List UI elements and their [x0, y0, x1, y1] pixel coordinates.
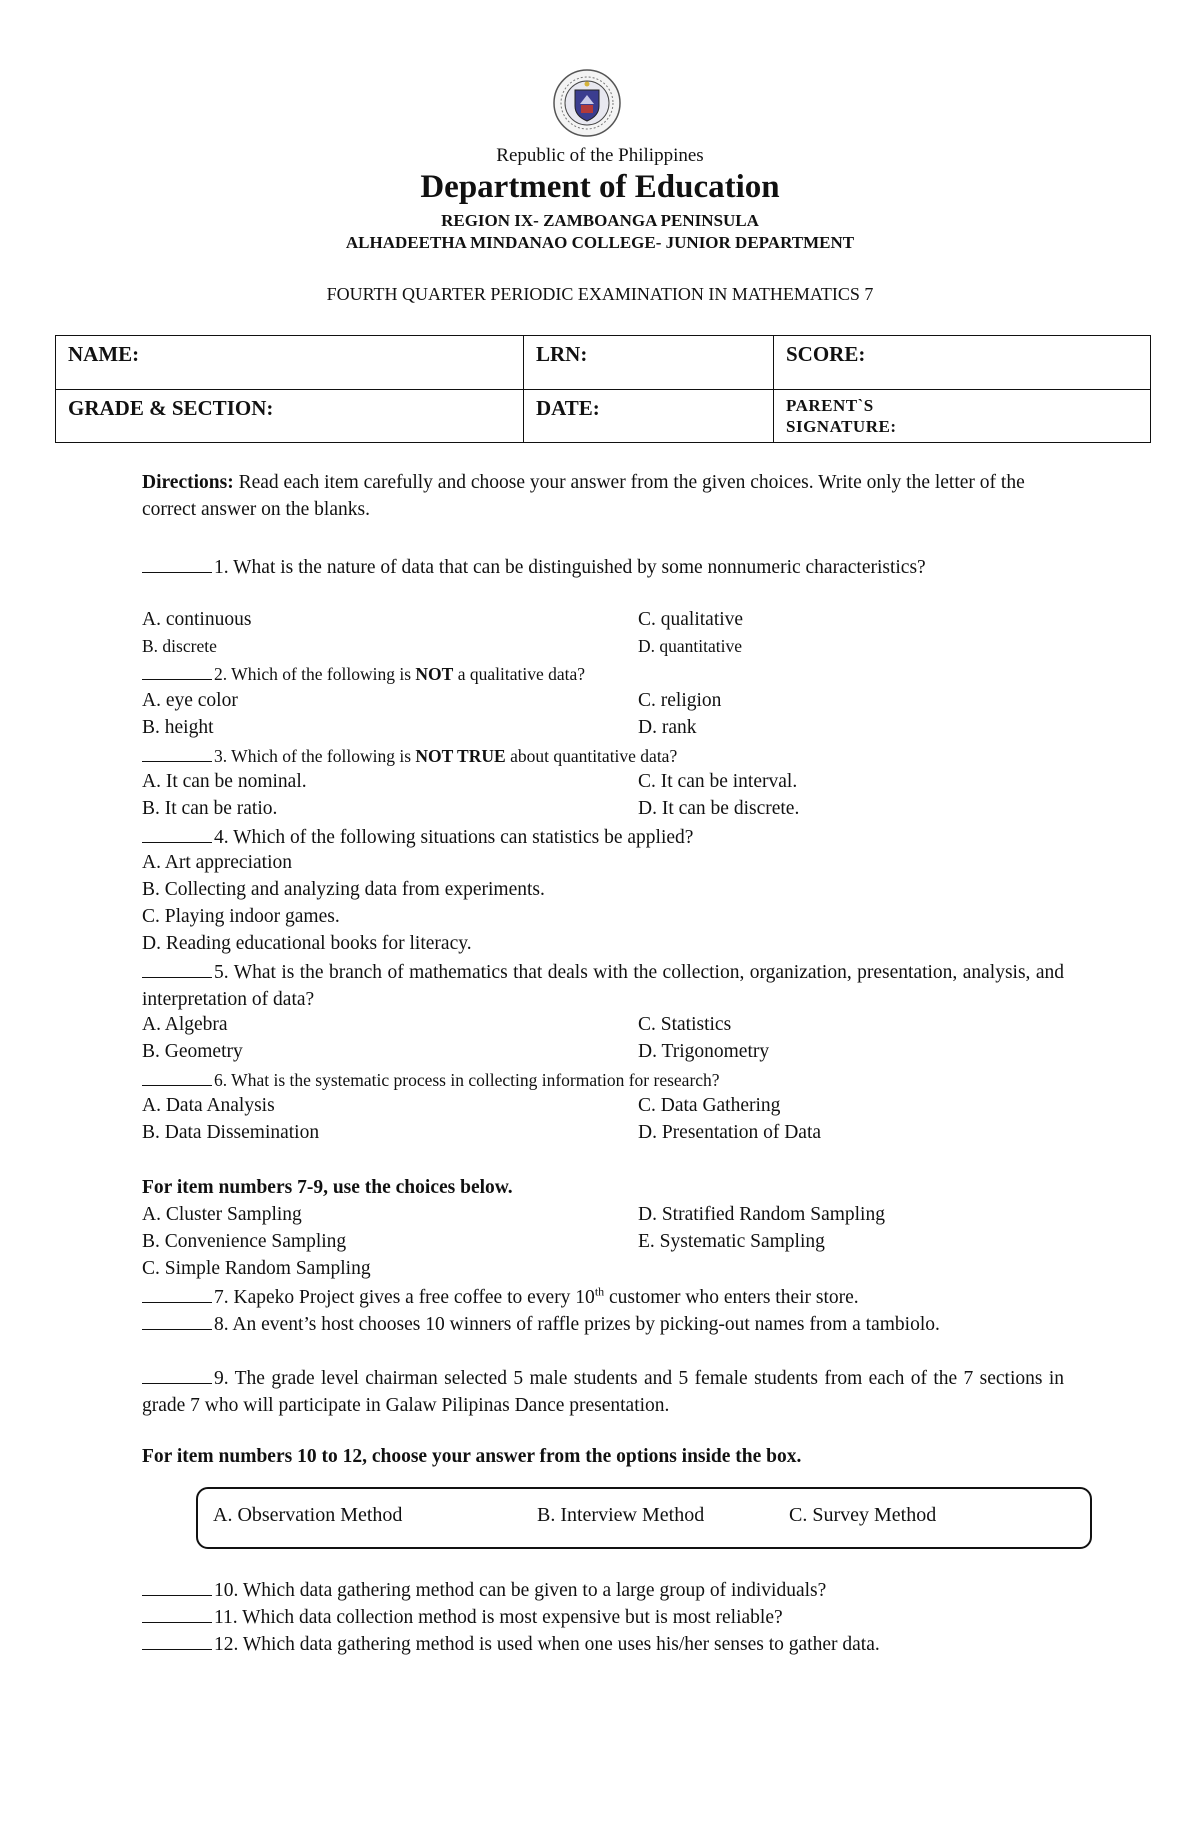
q5-choice-b: B. Geometry: [142, 1041, 243, 1062]
question-3: [142, 741, 1064, 770]
sampling-option-a: A. Cluster Sampling: [142, 1204, 302, 1225]
question-2-post: a qualitative data?: [453, 664, 585, 684]
q2-choice-d: D. rank: [638, 717, 697, 738]
question-7-pre: 7. Kapeko Project gives a free coffee to every 10: [214, 1287, 595, 1308]
question-2-emphasis: NOT: [415, 664, 454, 684]
q1-choice-a: A. continuous: [142, 609, 252, 630]
q5-choice-c: C. Statistics: [638, 1014, 732, 1035]
question-7-post: customer who enters their store.: [604, 1287, 859, 1308]
question-7-sup: th: [594, 1284, 605, 1299]
section-10-12-heading: For item numbers 10 to 12, choose your answer from the options inside the box.: [142, 1446, 802, 1467]
q1-choice-d: D. quantitative: [638, 636, 743, 656]
q3-choice-d: D. It can be discrete.: [638, 798, 800, 819]
q3-choice-b: B. It can be ratio.: [142, 798, 278, 819]
question-9: [142, 1363, 1064, 1419]
question-2: [142, 659, 1064, 688]
q3-choice-a: A. It can be nominal.: [142, 771, 307, 792]
method-option-b: B. Interview Method: [537, 1504, 705, 1526]
q6-choice-a: A. Data Analysis: [142, 1095, 275, 1116]
question-1: [142, 552, 1064, 581]
q6-choice-d: D. Presentation of Data: [638, 1122, 822, 1143]
method-option-a: A. Observation Method: [213, 1504, 403, 1526]
q4-choice-b: B. Collecting and analyzing data from experiments.: [142, 879, 545, 900]
answer-blank-3[interactable]: [142, 741, 212, 762]
method-option-c: C. Survey Method: [789, 1504, 937, 1526]
q1-choice-b: B. discrete: [142, 636, 217, 656]
school-line: ALHADEETHA MINDANAO COLLEGE- JUNIOR DEPARTMENT: [345, 233, 855, 252]
answer-blank-2[interactable]: [142, 659, 212, 680]
question-3-pre: 3. Which of the following is: [214, 746, 416, 766]
parent-signature-label-2: SIGNATURE:: [786, 416, 897, 436]
answer-blank-4[interactable]: [142, 822, 212, 843]
q5-choice-a: A. Algebra: [142, 1014, 228, 1035]
parent-signature-label-1: PARENT`S: [786, 395, 874, 415]
question-7: [142, 1282, 1064, 1311]
department-title: Department of Education: [420, 169, 780, 205]
q4-choice-c: C. Playing indoor games.: [142, 906, 340, 927]
answer-blank-7[interactable]: [142, 1282, 212, 1303]
exam-title: FOURTH QUARTER PERIODIC EXAMINATION IN MATHEMATICS 7: [326, 284, 874, 304]
grade-section-field[interactable]: GRADE & SECTION:: [56, 389, 524, 443]
date-field[interactable]: DATE:: [524, 389, 774, 443]
answer-blank-12[interactable]: [142, 1629, 212, 1650]
answer-blank-10[interactable]: [142, 1575, 212, 1596]
answer-blank-6[interactable]: [142, 1065, 212, 1086]
answer-blank-11[interactable]: [142, 1602, 212, 1623]
question-1-text: 1. What is the nature of data that can be distinguished by some nonnumeric characteristics?: [214, 557, 926, 578]
question-11: [142, 1602, 1064, 1631]
question-9-text: 9. The grade level chairman selected 5 male students and 5 female students from each of the 7 sections in grade 7 who will participate in Galaw Pilipinas Dance presentation.: [142, 1368, 1064, 1416]
question-4-text: 4. Which of the following situations can statistics be applied?: [214, 827, 694, 848]
directions: [142, 469, 1064, 523]
republic-line: Republic of the Philippines: [496, 145, 704, 166]
sampling-option-d: D. Stratified Random Sampling: [638, 1204, 885, 1225]
answer-blank-1[interactable]: [142, 552, 212, 573]
q2-choice-c: C. religion: [638, 690, 722, 711]
q6-choice-c: C. Data Gathering: [638, 1095, 781, 1116]
question-5: [142, 957, 1064, 1013]
question-3-emphasis: NOT TRUE: [415, 746, 506, 766]
question-6: [142, 1065, 1064, 1094]
q5-choice-d: D. Trigonometry: [638, 1041, 770, 1062]
q4-choice-a: A. Art appreciation: [142, 852, 292, 873]
answer-blank-9[interactable]: [142, 1363, 212, 1384]
question-8: [142, 1309, 1064, 1338]
answer-blank-8[interactable]: [142, 1309, 212, 1330]
q1-choice-c: C. qualitative: [638, 609, 744, 630]
method-options-box: [196, 1487, 1092, 1549]
sampling-option-c: C. Simple Random Sampling: [142, 1258, 371, 1279]
section-7-9-heading: For item numbers 7-9, use the choices below.: [142, 1177, 513, 1198]
question-3-post: about quantitative data?: [505, 746, 678, 766]
region-line: REGION IX- ZAMBOANGA PENINSULA: [441, 211, 759, 230]
q2-choice-a: A. eye color: [142, 690, 238, 711]
question-12-text: 12. Which data gathering method is used when one uses his/her senses to gather data.: [214, 1634, 880, 1655]
question-4: [142, 822, 1064, 851]
directions-text: Read each item carefully and choose your answer from the given choices. Write only the letter of the correct answer on the blanks.: [142, 472, 1025, 520]
question-10-text: 10. Which data gathering method can be given to a large group of individuals?: [214, 1580, 827, 1601]
name-field[interactable]: NAME:: [56, 336, 524, 390]
question-10: [142, 1575, 1064, 1604]
student-info-table: [55, 335, 1151, 443]
q6-choice-b: B. Data Dissemination: [142, 1122, 320, 1143]
question-5-text: 5. What is the branch of mathematics that deals with the collection, organization, presentation, analysis, and interpretation of data?: [142, 962, 1064, 1010]
q4-choice-d: D. Reading educational books for literacy.: [142, 933, 472, 954]
parent-signature-field[interactable]: [774, 389, 1151, 443]
question-2-pre: 2. Which of the following is: [214, 664, 416, 684]
question-6-text: 6. What is the systematic process in collecting information for research?: [214, 1070, 720, 1090]
sampling-option-b: B. Convenience Sampling: [142, 1231, 347, 1252]
directions-label: Directions:: [142, 472, 234, 493]
q3-choice-c: C. It can be interval.: [638, 771, 798, 792]
sampling-option-e: E. Systematic Sampling: [638, 1231, 825, 1252]
score-field[interactable]: SCORE:: [774, 336, 1151, 390]
question-12: [142, 1629, 1064, 1658]
deped-seal-icon: [552, 68, 622, 138]
answer-blank-5[interactable]: [142, 957, 212, 978]
question-11-text: 11. Which data collection method is most expensive but is most reliable?: [214, 1607, 783, 1628]
q2-choice-b: B. height: [142, 717, 214, 738]
lrn-field[interactable]: LRN:: [524, 336, 774, 390]
question-8-text: 8. An event’s host chooses 10 winners of raffle prizes by picking-out names from a tambiolo.: [214, 1314, 940, 1335]
